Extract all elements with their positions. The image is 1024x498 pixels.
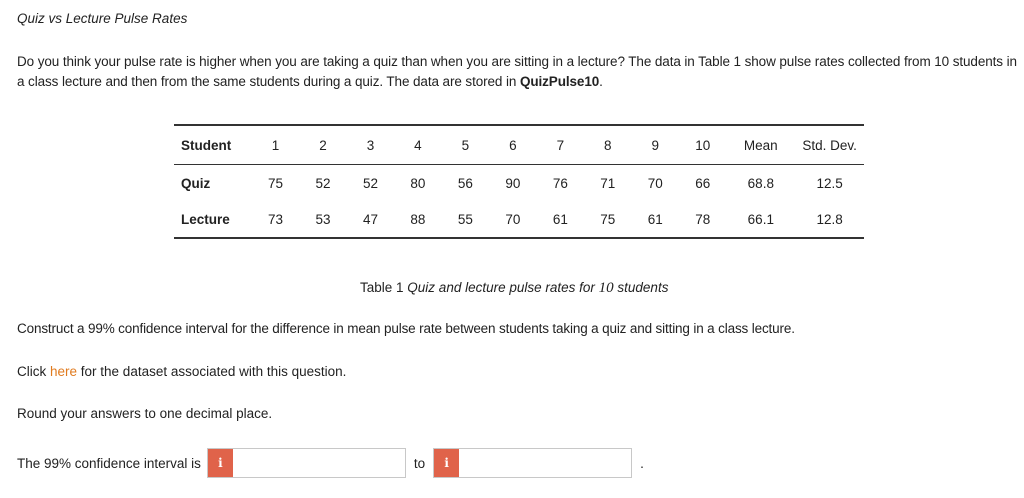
- header-std-dev: Std. Dev.: [795, 125, 864, 165]
- question-title: Quiz vs Lecture Pulse Rates: [17, 11, 188, 26]
- table-cell: 66: [695, 175, 711, 191]
- table-row-lecture: [174, 201, 864, 238]
- table-cell: 52: [315, 175, 331, 191]
- header-student-2: 2: [299, 125, 346, 165]
- dataset-link-line: [17, 364, 346, 379]
- header-student-label: Student: [174, 125, 252, 165]
- intro-text: Do you think your pulse rate is higher when you are taking a quiz than when you are sitting in a lecture? The data in Table 1 show pulse rates collected from 10 students in a class lecture and then from the same students during a quiz. The data are stored in: [17, 54, 1017, 89]
- click-suffix: for the dataset associated with this question.: [77, 364, 347, 379]
- table-cell: 53: [299, 201, 346, 238]
- caption-suffix: students: [613, 280, 669, 295]
- table-cell: 90: [505, 175, 521, 191]
- header-mean: Mean: [726, 125, 795, 165]
- table-cell: 80: [410, 175, 426, 191]
- upper-bound-field: [433, 448, 632, 478]
- intro-paragraph: [17, 52, 1017, 92]
- mean-cell: 66.1: [726, 201, 795, 238]
- header-student-3: 3: [347, 125, 394, 165]
- table-cell: 70: [489, 201, 536, 238]
- pulse-rate-table: [174, 124, 864, 239]
- info-icon[interactable]: i: [434, 449, 459, 477]
- table-row-quiz: [174, 165, 864, 202]
- click-prefix: Click: [17, 364, 50, 379]
- lower-bound-input[interactable]: [233, 449, 405, 477]
- table-caption: [360, 280, 668, 297]
- dataset-name: QuizPulse10: [519, 74, 600, 89]
- header-student-9: 9: [632, 125, 679, 165]
- std-dev-cell: 12.5: [816, 175, 843, 191]
- table-cell: 61: [632, 201, 679, 238]
- row-label: Lecture: [174, 201, 252, 238]
- period: .: [640, 455, 644, 471]
- table-cell: 55: [442, 201, 489, 238]
- header-student-1: 1: [252, 125, 299, 165]
- header-student-4: 4: [394, 125, 441, 165]
- header-student-7: 7: [537, 125, 584, 165]
- answer-label: The 99% confidence interval is: [17, 455, 201, 471]
- table-header-row: [174, 125, 864, 165]
- header-student-5: 5: [442, 125, 489, 165]
- info-icon[interactable]: i: [208, 449, 233, 477]
- row-label: Quiz: [181, 175, 211, 191]
- table-cell: 75: [584, 201, 631, 238]
- answer-row: [17, 447, 644, 479]
- to-label: to: [413, 455, 426, 471]
- table-cell: 73: [252, 201, 299, 238]
- table-cell: 76: [552, 175, 568, 191]
- table-cell: 52: [362, 175, 378, 191]
- intro-end: .: [599, 74, 603, 89]
- table-cell: 71: [600, 175, 616, 191]
- header-student-8: 8: [584, 125, 631, 165]
- lower-bound-field: [207, 448, 406, 478]
- dataset-link[interactable]: here: [50, 364, 78, 379]
- table-cell: 88: [394, 201, 441, 238]
- table-cell: 47: [347, 201, 394, 238]
- upper-bound-input[interactable]: [459, 449, 631, 477]
- caption-number: 10: [598, 280, 614, 296]
- instruction-text: Construct a 99% confidence interval for the difference in mean pulse rate between students taking a quiz and sitting in a class lecture.: [17, 321, 795, 336]
- table-cell: 78: [679, 201, 726, 238]
- rounding-instruction: Round your answers to one decimal place.: [17, 406, 273, 421]
- table-cell: 70: [647, 175, 663, 191]
- std-dev-cell: 12.8: [795, 201, 864, 238]
- table-cell: 56: [457, 175, 473, 191]
- caption-italic: Quiz and lecture pulse rates for: [407, 280, 599, 295]
- table-cell: 75: [268, 175, 284, 191]
- header-student-6: 6: [489, 125, 536, 165]
- caption-prefix: Table 1: [360, 280, 408, 295]
- table-cell: 61: [537, 201, 584, 238]
- mean-cell: 68.8: [747, 175, 774, 191]
- header-student-10: 10: [679, 125, 726, 165]
